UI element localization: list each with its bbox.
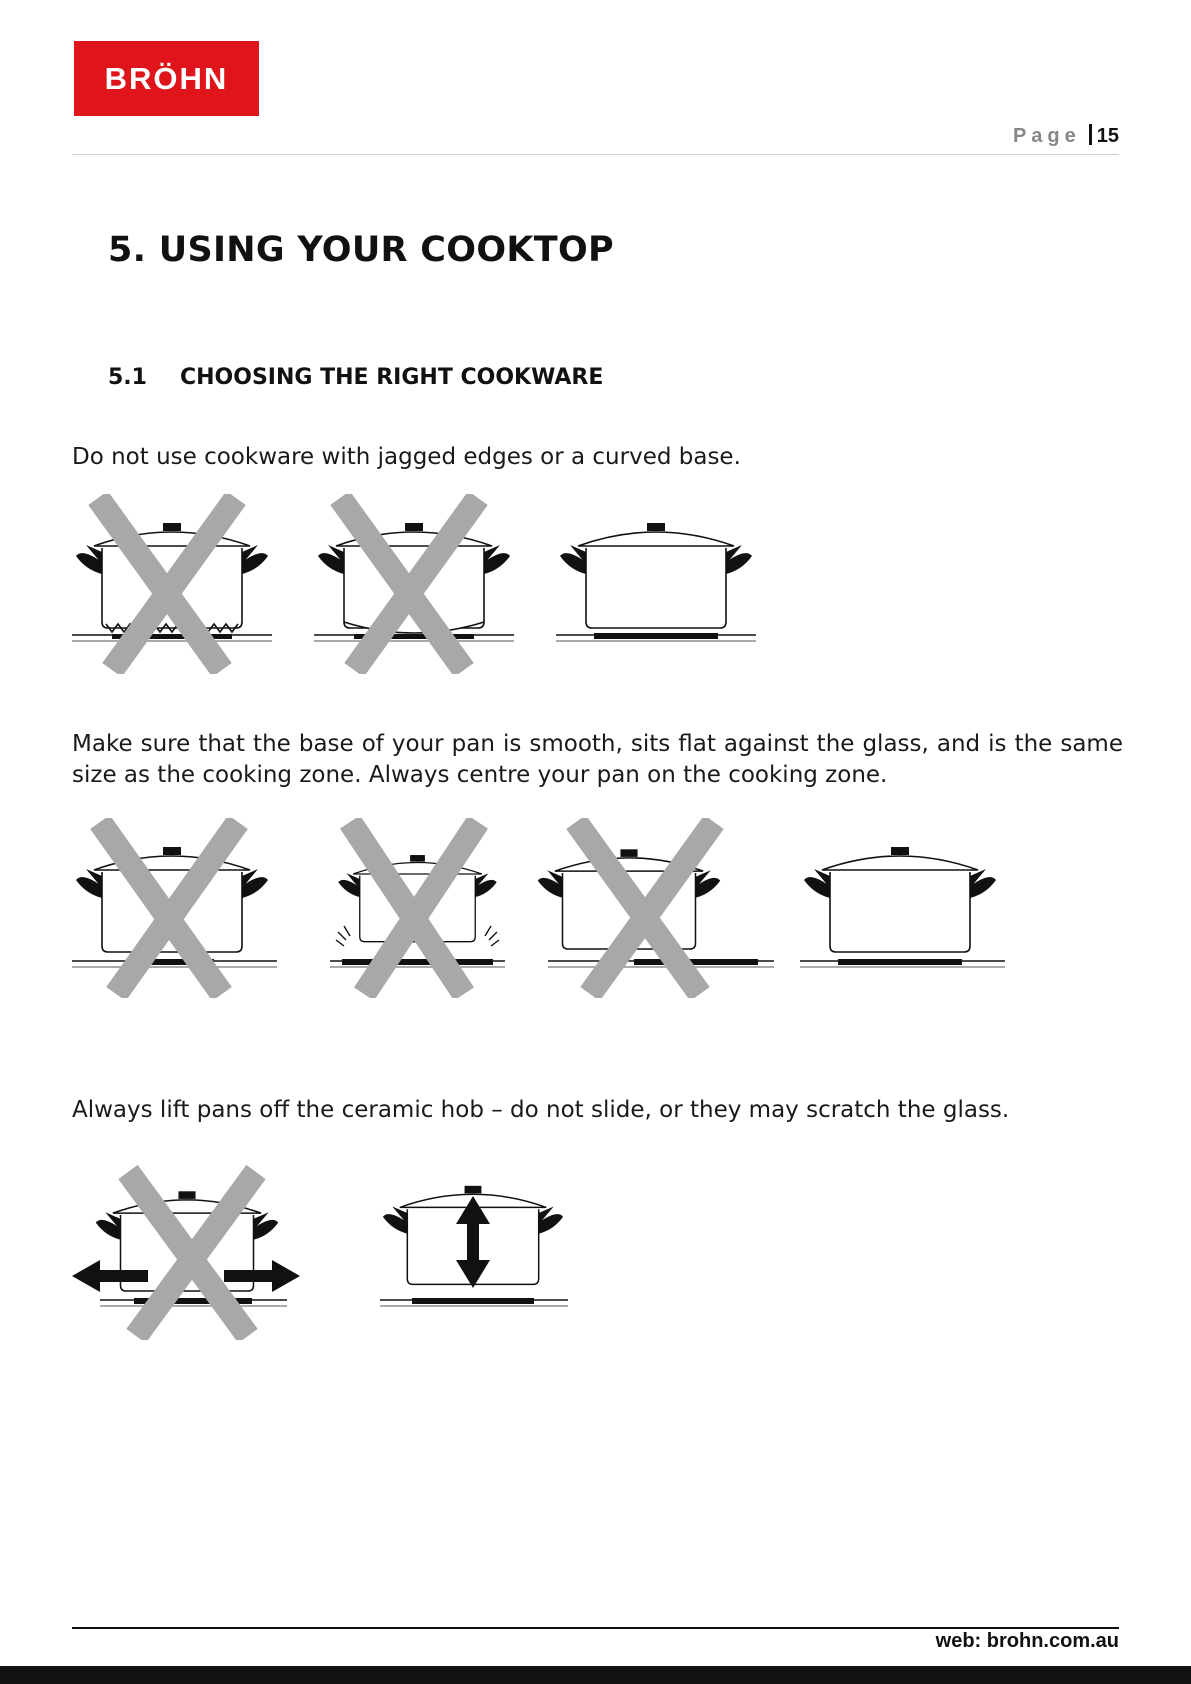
subsection-heading xyxy=(108,365,603,390)
instruction-lift-pans: Always lift pans off the ceramic hob – do not slide, or they may scratch the glass. xyxy=(72,1097,1010,1123)
page-number: 15 xyxy=(1096,125,1119,147)
pot-off-centre-crossed-icon xyxy=(534,818,774,998)
header-rule xyxy=(72,154,1119,155)
instruction-jagged-edges: Do not use cookware with jagged edges or a curved base. xyxy=(72,444,741,470)
footer-website: web: brohn.com.au xyxy=(935,1630,1119,1652)
pot-correct-icon xyxy=(556,494,756,674)
pot-jagged-base-crossed-icon xyxy=(72,494,272,674)
page-number-indicator xyxy=(1013,124,1119,148)
pot-curved-base-crossed-icon xyxy=(314,494,514,674)
page-divider xyxy=(1089,124,1092,145)
pot-base-too-large-crossed-icon xyxy=(330,818,505,998)
brand-logo xyxy=(74,41,259,116)
pot-lifting-correct-icon xyxy=(378,1160,568,1340)
pot-sliding-crossed-icon xyxy=(72,1160,302,1340)
subsection-title: CHOOSING THE RIGHT COOKWARE xyxy=(180,365,604,390)
page-label: Page xyxy=(1012,125,1081,147)
instruction-smooth-base: Make sure that the base of your pan is smooth, sits flat against the glass, and is the same size as the cooking zone. Always centre your pan on the cooking zone. xyxy=(72,731,1123,788)
pot-correct-icon xyxy=(800,818,1005,998)
subsection-number: 5.1 xyxy=(108,365,147,390)
pot-base-too-small-crossed-icon xyxy=(72,818,277,998)
section-title: 5. USING YOUR COOKTOP xyxy=(108,230,614,270)
bottom-band xyxy=(0,1666,1191,1684)
footer-rule xyxy=(72,1627,1119,1629)
brand-name: BRÖHN xyxy=(104,60,229,96)
